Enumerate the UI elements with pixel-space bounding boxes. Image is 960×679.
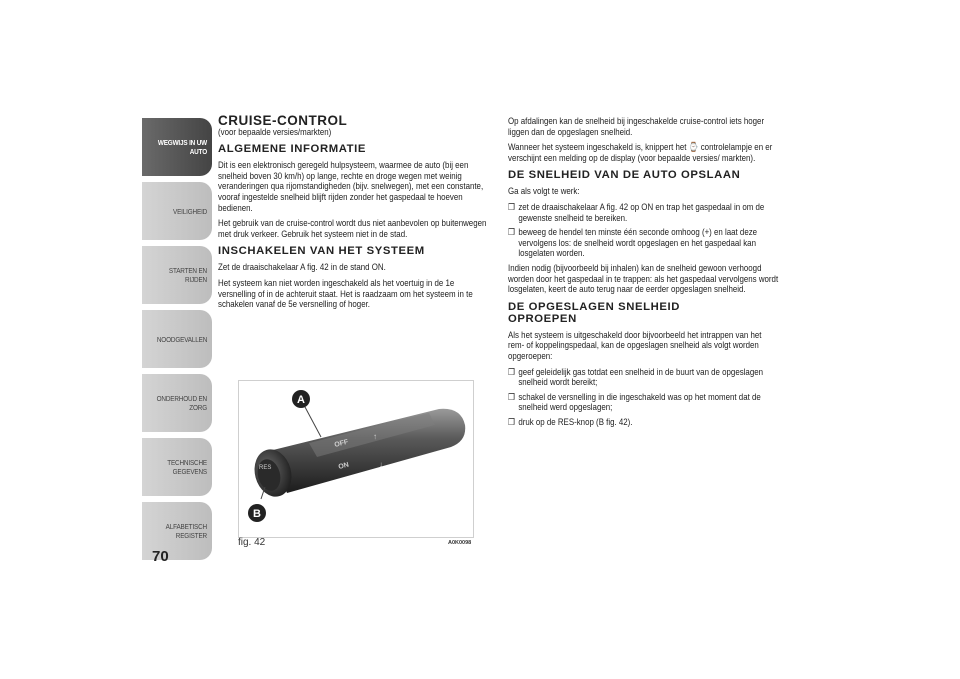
paragraph-indicator: Wanneer het systeem ingeschakeld is, knippert het ⌚ controlelampje en er verschijnt een melding op de display (voor bepaalde versies/ markten). <box>508 142 773 163</box>
checkbox-bullet-icon: ❒ <box>508 227 515 238</box>
chapter-sidebar <box>142 118 212 566</box>
right-column <box>508 116 784 431</box>
tab-label: VEILIGHEID <box>172 206 207 216</box>
plus-arrow-icon: ↑ <box>373 432 377 441</box>
checkbox-bullet-icon: ❒ <box>508 416 515 427</box>
tab-label: STARTEN EN RIJDEN <box>168 266 207 284</box>
minus-arrow-icon: ↓ <box>379 460 383 469</box>
tab-onderhoud[interactable] <box>142 374 212 432</box>
tab-starten[interactable] <box>142 246 212 304</box>
cruise-indicator-icon: ⌚ <box>688 142 699 153</box>
heading-enable: INSCHAKELEN VAN HET SYSTEEM <box>218 245 425 258</box>
callout-a-label: A <box>297 394 305 406</box>
figure-42 <box>238 380 474 538</box>
paragraph: Indien nodig (bijvoorbeeld bij inhalen) kan de snelheid gewoon verhoogd worden door het gaspedaal in te trappen: als het gaspedaal vervolgens wordt losgelaten, keert de auto terug naar de eerder opgeslagen snelheid. <box>508 262 779 295</box>
list-item: ❒ geef geleidelijk gas totdat een snelheid in de buurt van de opgeslagen snelheid wordt bereikt; <box>508 366 764 388</box>
tab-label: ONDERHOUD EN ZORG <box>156 394 207 412</box>
paragraph: Dit is een elektronisch geregeld hulpsysteem, waarmee de auto (bij een snelheid boven 30 km/h) op lange, rechte en droge wegen met weinig veranderingen qua rijomstandigheden (bijv. snelwegen), met een constante, vooraf ingestelde snelheid blijft rijden zonder het gaspedaal te hoeven bedienen. <box>218 160 484 213</box>
section-subtitle: (voor bepaalde versies/markten) <box>218 126 332 137</box>
tab-noodgevallen[interactable] <box>142 310 212 368</box>
checkbox-bullet-icon: ❒ <box>508 391 515 402</box>
figure-caption: fig. 42 <box>238 537 266 548</box>
tab-veiligheid[interactable] <box>142 182 212 240</box>
tab-technische[interactable] <box>142 438 212 496</box>
paragraph: Zet de draaischakelaar A fig. 42 in de stand ON. <box>218 262 386 273</box>
tab-label: TECHNISCHE GEGEVENS <box>167 458 207 476</box>
heading-store: DE SNELHEID VAN DE AUTO OPSLAAN <box>508 169 741 182</box>
paragraph: Ga als volgt te werk: <box>508 186 580 197</box>
tab-label: ALFABETISCH REGISTER <box>165 522 207 540</box>
paragraph: Het gebruik van de cruise-control wordt dus niet aanbevolen op buitenwegen met druk verkeer. Gebruik het systeem niet in de stad. <box>218 218 487 239</box>
list-item: ❒ zet de draaischakelaar A fig. 42 op ON en trap het gaspedaal in om de gewenste snelheid te bereiken. <box>508 201 765 223</box>
page-number: 70 <box>152 548 169 565</box>
list-item: ❒ druk op de RES-knop (B fig. 42). <box>508 416 633 427</box>
stalk-illustration <box>239 381 473 537</box>
callout-b-label: B <box>253 508 261 520</box>
checkbox-bullet-icon: ❒ <box>508 366 515 377</box>
heading-general: ALGEMENE INFORMATIE <box>218 143 367 156</box>
off-label: OFF <box>333 438 350 449</box>
list-item: ❒ schakel de versnelling in die ingeschakeld was op het moment dat de snelheid werd opgeslagen; <box>508 391 761 413</box>
on-label: ON <box>337 461 350 471</box>
section-title: CRUISE-CONTROL <box>218 113 348 128</box>
paragraph: Op afdalingen kan de snelheid bij ingeschakelde cruise-control iets hoger liggen dan de opgeslagen snelheid. <box>508 116 765 137</box>
heading-recall: DE OPGESLAGEN SNELHEID OPROEPEN <box>508 300 681 325</box>
tab-label: NOODGEVALLEN <box>156 334 207 344</box>
tab-label: WEGWIJS IN UW AUTO <box>157 138 207 156</box>
paragraph: Het systeem kan niet worden ingeschakeld als het voertuig in de 1e versnelling of in de achteruit staat. Het is raadzaam om het systeem in te schakelen vanaf de 5e versnelling of hoger. <box>218 277 473 310</box>
left-column <box>218 113 492 315</box>
paragraph: Als het systeem is uitgeschakeld door bijvoorbeeld het intrappen van het rem- of koppelingspedaal, kan de opgeslagen snelheid als volgt worden opgeroepen: <box>508 329 762 361</box>
checkbox-bullet-icon: ❒ <box>508 201 515 212</box>
list-item: ❒ beweeg de hendel ten minste één seconde omhoog (+) en laat deze vervolgens los: de snelheid wordt opgeslagen en het gaspedaal kan losgelaten worden. <box>508 227 758 259</box>
res-label: RES <box>259 465 272 471</box>
figure-code: A0K0098 <box>448 540 472 546</box>
tab-wegwijs[interactable] <box>142 118 212 176</box>
